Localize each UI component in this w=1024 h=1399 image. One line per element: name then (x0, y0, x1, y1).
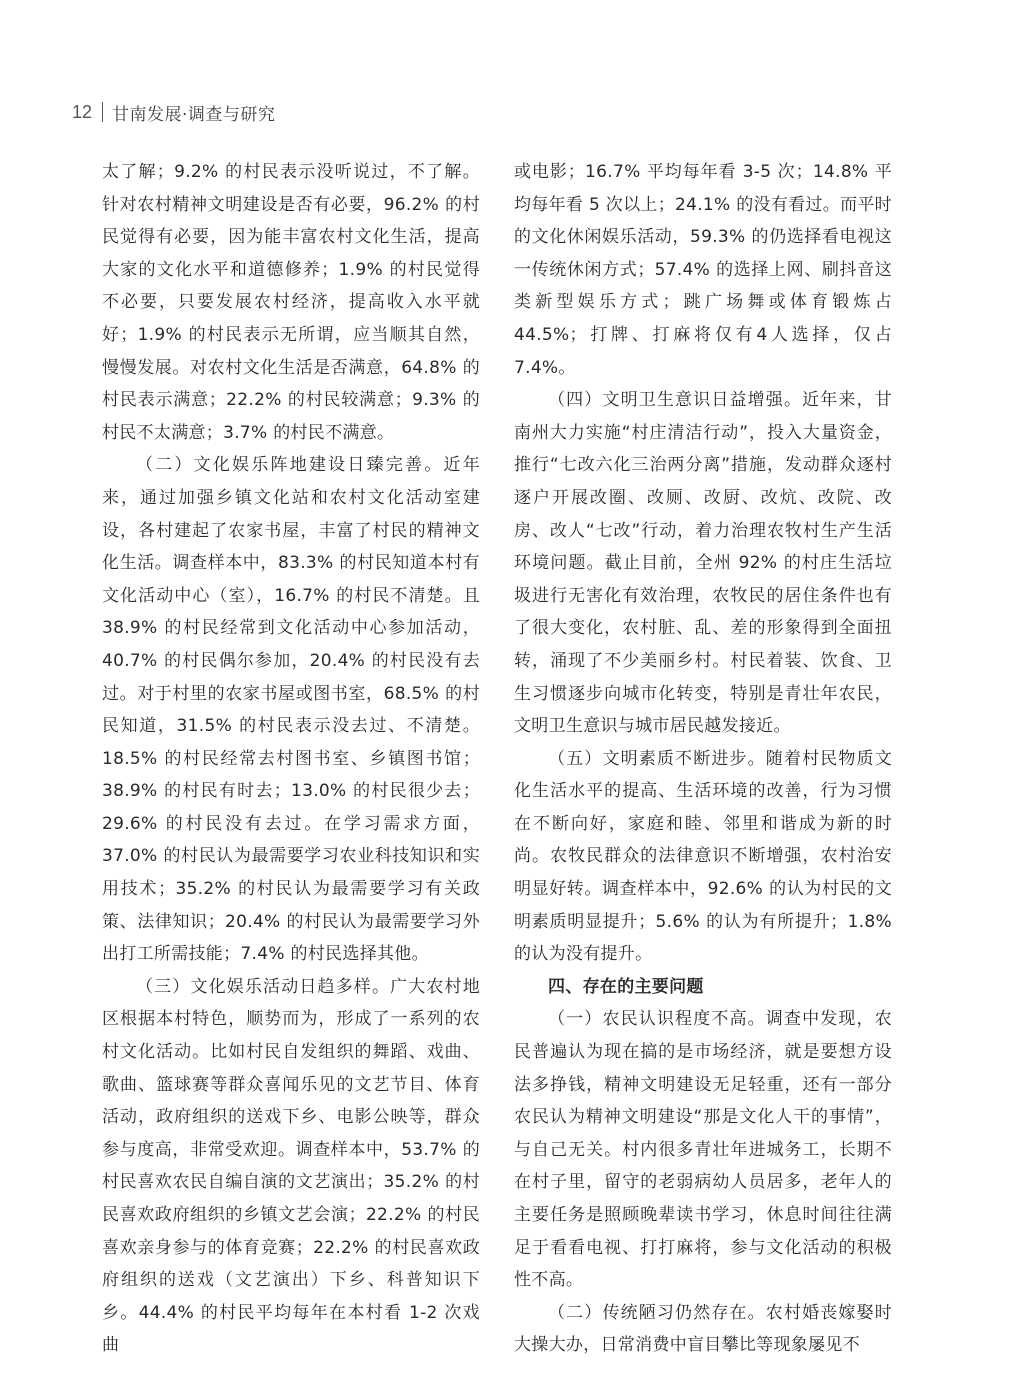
section-heading: 四、存在的主要问题 (548, 976, 704, 997)
right-column (514, 156, 892, 1362)
paragraph-continued: 太了解；9.2% 的村民表示没听说过，不了解。针对农村精神文明建设是否有必要，96.2% 的村民觉得有必要，因为能丰富农村文化生活，提高大家的文化水平和道德修养；1.9% 的村民觉得不必要，只要发展农村经济，提高收入水平就好；1.9% 的村民表示无所谓，应当顺其自然，慢慢发展。对农村文化生活是否满意，64.8% 的村民表示满意；22.2% 的村民较满意；9.3% 的村民不太满意；3.7% 的村民不满意。 (102, 162, 480, 443)
paragraph-continued-right: 或电影；16.7% 平均每年看 3-5 次；14.8% 平均每年看 5 次以上；24.1% 的没有看过。而平时的文化休闲娱乐活动，59.3% 的仍选择看电视这一传统休闲方式；57.4% 的选择上网、刷抖音这类新型娱乐方式；跳广场舞或体育锻炼占44.5%；打牌、打麻将仅有4人选择，仅占7.4%。 (514, 162, 892, 378)
running-title: 甘南发展·调查与研究 (112, 104, 276, 125)
paragraph-cultural-venues: （二）文化娱乐阵地建设日臻完善。近年来，通过加强乡镇文化站和农村文化活动室建设，各村建起了农家书屋，丰富了村民的精神文化生活。调查样本中，83.3% 的村民知道本村有文化活动中心（室），16.7% 的村民不清楚。且38.9% 的村民经常到文化活动中心参加活动，40.7% 的村民偶尔参加，20.4% 的村民没有去过。对于村里的农家书屋或图书室，68.5% 的村民知道，31.5% 的村民表示没去过、不清楚。18.5% 的村民经常去村图书室、乡镇图书馆；38.9% 的村民有时去；13.0% 的村民很少去；29.6% 的村民没有去过。在学习需求方面，37.0% 的村民认为最需要学习农业科技知识和实用技术；35.2% 的村民认为最需要学习有关政策、法律知识；20.4% 的村民认为最需要学习外出打工所需技能；7.4% 的村民选择其他。 (102, 455, 480, 965)
page-header (72, 99, 275, 125)
page-number: 12 (72, 101, 93, 122)
paragraph-low-awareness: （一）农民认识程度不高。调查中发现，农民普遍认为现在搞的是市场经济，就是要想方设法多挣钱，精神文明建设无足轻重，还有一部分农民认为精神文明建设“那是文化人干的事情”，与自己无关。村内很多青壮年进城务工，长期不在村子里，留守的老弱病幼人员居多，老年人的主要任务是照顾晚辈读书学习，休息时间往往满足于看看电视、打打麻将，参与文化活动的积极性不高。 (514, 1009, 892, 1291)
paragraph-hygiene-awareness: （四）文明卫生意识日益增强。近年来，甘南州大力实施“村庄清洁行动”，投入大量资金，推行“七改六化三治两分离”措施，发动群众逐村逐户开展改圈、改厕、改厨、改炕、改院、改房、改人“七改”行动，着力治理农牧村生产生活环境问题。截止目前，全州 92% 的村庄生活垃圾进行无害化有效治理，农牧民的居住条件也有了很大变化，农村脏、乱、差的形象得到全面扭转，涌现了不少美丽乡村。村民着装、饮食、卫生习惯逐步向城市化转变，特别是青壮年农民，文明卫生意识与城市居民越发接近。 (514, 390, 892, 737)
paragraph-cultural-activities: （三）文化娱乐活动日趋多样。广大农村地区根据本村特色，顺势而为，形成了一系列的农村文化活动。比如村民自发组织的舞蹈、戏曲、歌曲、篮球赛等群众喜闻乐见的文艺节目、体育活动，政府组织的送戏下乡、电影公映等，群众参与度高，非常受欢迎。调查样本中，53.7% 的村民喜欢农民自编自演的文艺演出；35.2% 的村民喜欢政府组织的乡镇文艺会演；22.2% 的村民喜欢亲身参与的体育竞赛；22.2% 的村民喜欢政府组织的送戏（文艺演出）下乡、科普知识下乡。44.4% 的村民平均每年在本村看 1-2 次戏曲 (102, 976, 480, 1356)
paragraph-old-customs: （二）传统陋习仍然存在。农村婚丧嫁娶时大操大办，日常消费中盲目攀比等现象屡见不 (514, 1302, 892, 1356)
left-column (102, 156, 480, 1362)
paragraph-civility-progress: （五）文明素质不断进步。随着村民物质文化生活水平的提高、生活环境的改善，行为习惯在不断向好，家庭和睦、邻里和谐成为新的时尚。农牧民群众的法律意识不断增强，农村治安明显好转。调查样本中，92.6% 的认为村民的文明素质明显提升；5.6% 的认为有所提升；1.8% 的认为没有提升。 (514, 748, 892, 965)
header-divider (102, 102, 103, 122)
